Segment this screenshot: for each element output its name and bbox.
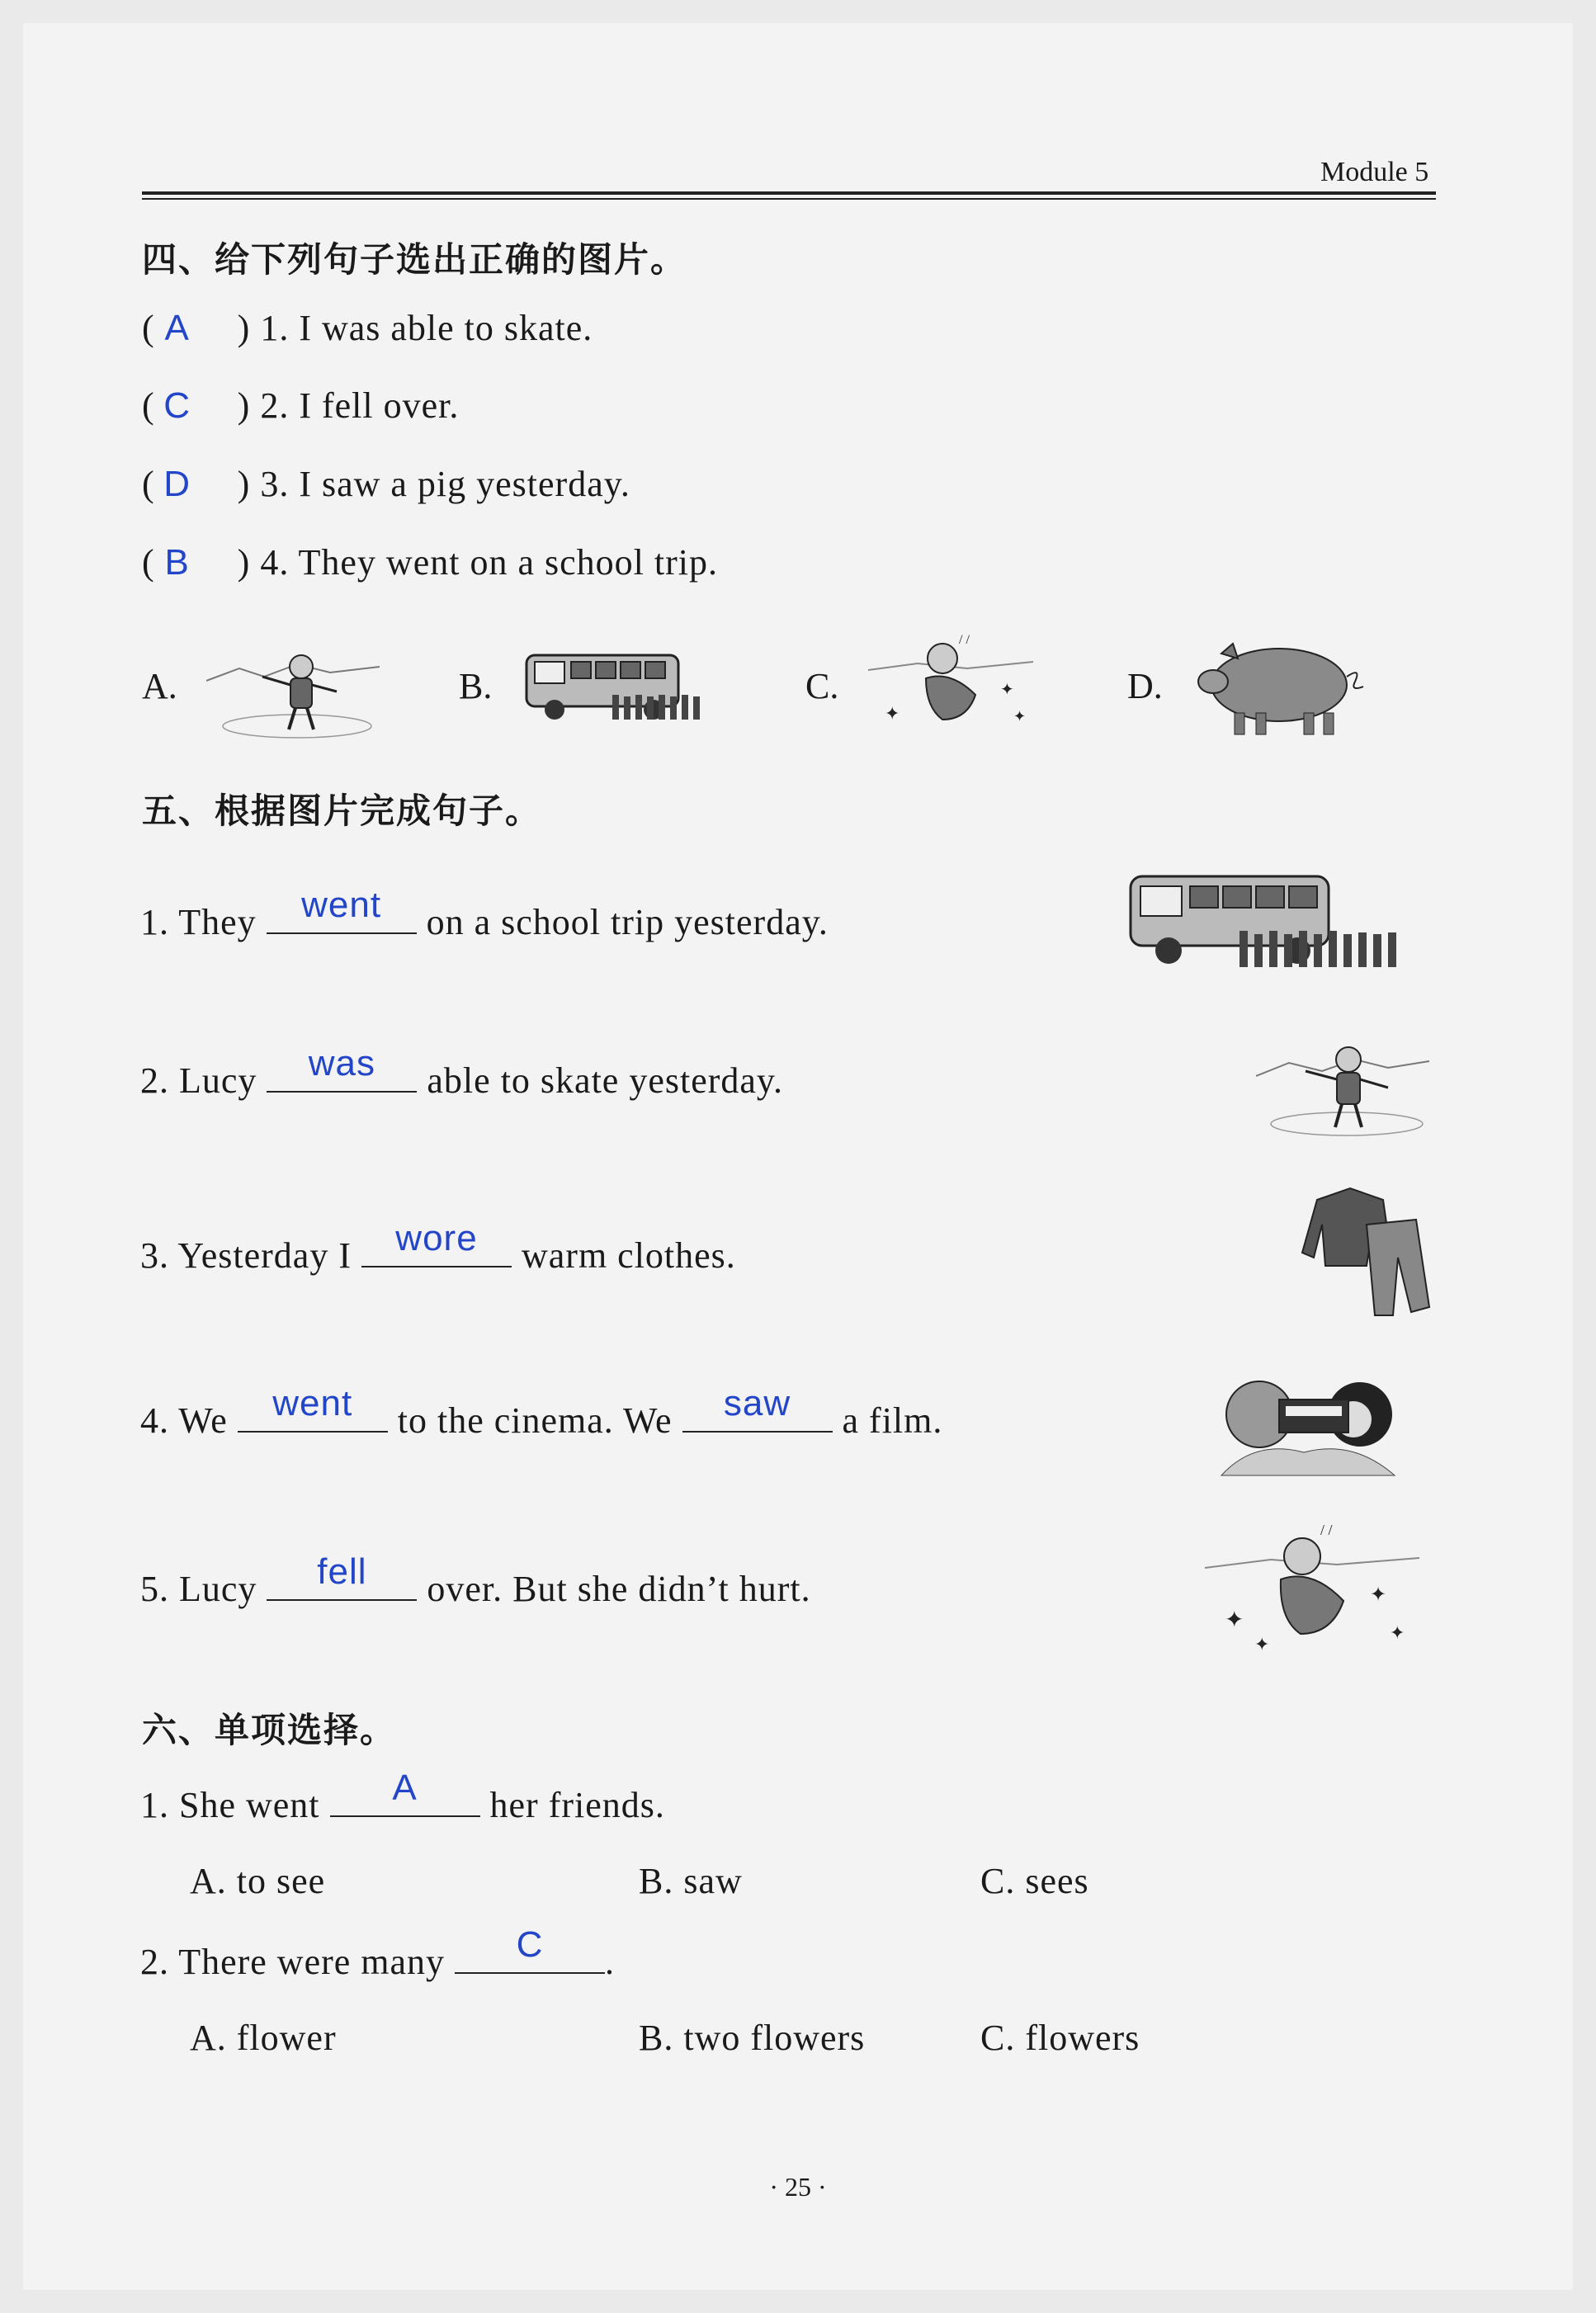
svg-text:/ /: / / xyxy=(959,633,970,647)
option-a-label: A. xyxy=(142,666,177,706)
s5-post-4: a film. xyxy=(842,1400,943,1441)
s6-2-option-c: C. flowers xyxy=(980,2018,1140,2058)
s5-item-5 xyxy=(140,1551,811,1610)
skating-girl-image xyxy=(206,644,380,743)
s5-pre-4: 4. We xyxy=(140,1400,228,1441)
skating-image xyxy=(1256,1035,1429,1142)
s5-item-1 xyxy=(140,885,829,943)
s5-blank-4a xyxy=(238,1383,388,1433)
s5-post-1: on a school trip yesterday. xyxy=(426,902,829,942)
s5-post-3: warm clothes. xyxy=(521,1235,736,1276)
s4-text-3: 3. I saw a pig yesterday. xyxy=(260,464,630,504)
pig-image xyxy=(1188,634,1370,741)
s5-answer-2: was xyxy=(308,1043,376,1083)
svg-text:✦: ✦ xyxy=(1254,1634,1270,1655)
s4-answer-1: A xyxy=(164,308,190,348)
s5-item-3 xyxy=(140,1218,736,1277)
s5-pre-1: 1. They xyxy=(140,902,257,942)
s6-post-1: her friends. xyxy=(489,1785,665,1825)
section-4-title: 四、给下列句子选出正确的图片。 xyxy=(142,239,687,280)
s5-answer-3: wore xyxy=(395,1218,478,1258)
svg-text:✦: ✦ xyxy=(1225,1607,1244,1633)
school-trip-bus-image xyxy=(1124,868,1413,975)
s6-1-option-a: A. to see xyxy=(190,1861,326,1901)
s4-item-3: ( D ) 3. I saw a pig yesterday. xyxy=(142,464,630,504)
s5-pre-2: 2. Lucy xyxy=(140,1060,257,1101)
page-number: · 25 · xyxy=(769,2172,827,2202)
fell-over-image xyxy=(868,629,1033,744)
s4-text-1: 1. I was able to skate. xyxy=(260,308,593,348)
fall-image xyxy=(1205,1518,1419,1667)
option-c-label: C. xyxy=(805,666,839,706)
s5-item-2 xyxy=(140,1043,784,1102)
s6-2-option-b: B. two flowers xyxy=(639,2018,866,2058)
s6-blank-1 xyxy=(330,1768,480,1817)
header-rule-thin xyxy=(142,198,1436,200)
s4-text-2: 2. I fell over. xyxy=(260,385,460,426)
svg-text:✦: ✦ xyxy=(1013,708,1027,725)
s6-answer-1: A xyxy=(392,1768,418,1808)
s6-blank-2 xyxy=(455,1924,605,1974)
s6-1-option-c: C. sees xyxy=(980,1861,1089,1901)
s6-2-option-a: A. flower xyxy=(190,2018,337,2058)
s5-answer-1: went xyxy=(301,885,382,925)
svg-text:/ /: / / xyxy=(1320,1522,1333,1538)
s4-answer-3: D xyxy=(163,464,191,504)
header-rule xyxy=(142,191,1436,195)
s6-post-2: . xyxy=(605,1942,616,1982)
svg-text:✦: ✦ xyxy=(1000,681,1014,699)
svg-text:✦: ✦ xyxy=(1390,1622,1405,1643)
option-d-label: D. xyxy=(1127,666,1163,706)
svg-text:✦: ✦ xyxy=(1370,1584,1387,1606)
s5-answer-4b: saw xyxy=(723,1383,791,1423)
s4-item-4: ( B ) 4. They went on a school trip. xyxy=(142,542,718,583)
option-b-label: B. xyxy=(459,666,493,706)
section-6-title: 六、单项选择。 xyxy=(142,1710,397,1750)
s6-item-1 xyxy=(140,1768,665,1826)
s5-blank-1 xyxy=(267,885,417,934)
school-bus-image xyxy=(522,644,711,734)
module-label: Module 5 xyxy=(1320,157,1429,187)
svg-text:✦: ✦ xyxy=(885,703,900,724)
s6-1-option-b: B. saw xyxy=(639,1861,743,1901)
s4-item-2: ( C ) 2. I fell over. xyxy=(142,385,460,426)
warm-clothes-image xyxy=(1301,1183,1433,1324)
s5-post-2: able to skate yesterday. xyxy=(427,1060,784,1101)
s5-blank-5 xyxy=(267,1551,417,1601)
s6-pre-1: 1. She went xyxy=(140,1785,320,1825)
s5-mid-4: to the cinema. We xyxy=(397,1400,673,1441)
s4-item-1: ( A ) 1. I was able to skate. xyxy=(142,308,593,348)
s5-answer-4a: went xyxy=(272,1383,353,1423)
s5-item-4 xyxy=(140,1383,943,1442)
section-5-title: 五、根据图片完成句子。 xyxy=(142,791,542,831)
s5-post-5: over. But she didn’t hurt. xyxy=(427,1569,811,1609)
s6-item-2 xyxy=(140,1924,616,1983)
cinema-image xyxy=(1213,1370,1403,1477)
s5-pre-3: 3. Yesterday I xyxy=(140,1235,352,1276)
s5-pre-5: 5. Lucy xyxy=(140,1569,257,1609)
s6-answer-2: C xyxy=(516,1924,544,1965)
s4-text-4: 4. They went on a school trip. xyxy=(260,542,718,583)
s5-blank-4b xyxy=(682,1383,833,1433)
s5-blank-3 xyxy=(361,1218,512,1267)
s5-answer-5: fell xyxy=(317,1551,367,1592)
s5-blank-2 xyxy=(267,1043,417,1093)
s6-pre-2: 2. There were many xyxy=(140,1942,446,1982)
s4-answer-4: B xyxy=(164,542,190,583)
s4-answer-2: C xyxy=(163,385,191,426)
